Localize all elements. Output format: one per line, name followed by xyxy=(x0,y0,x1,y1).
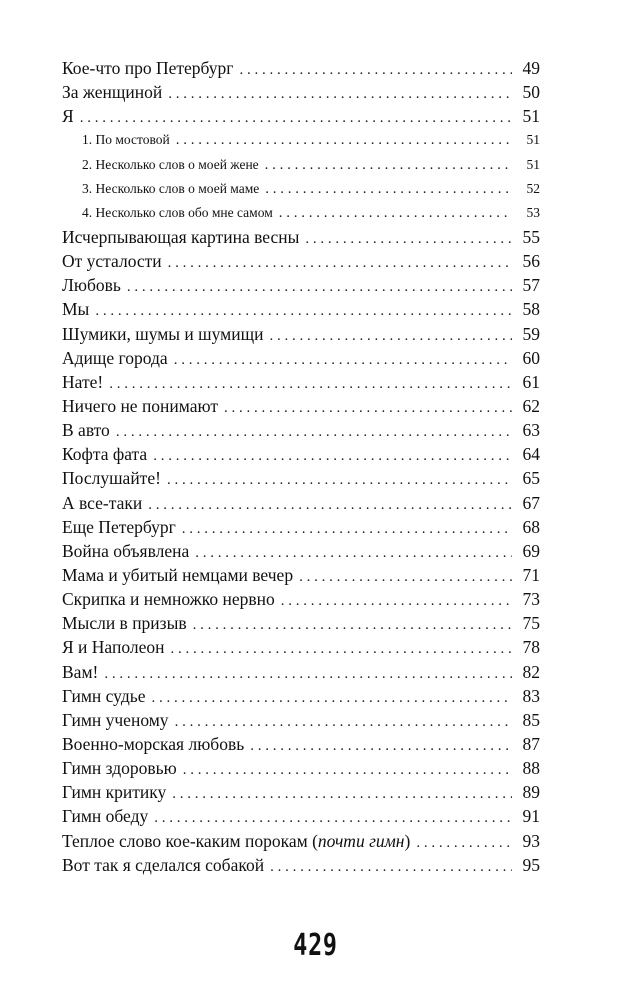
toc-entry-title-italic: почти гимн xyxy=(317,830,405,851)
dot-leader xyxy=(170,637,512,661)
toc-entry-page: 93 xyxy=(522,830,540,851)
toc-entry-title xyxy=(62,587,275,611)
dot-leader xyxy=(224,396,512,420)
toc-entry-page: 60 xyxy=(522,347,540,368)
toc-entry-title xyxy=(62,322,263,346)
toc-entry-page: 82 xyxy=(522,661,540,682)
toc-entry-title-text: Мы xyxy=(62,299,90,320)
toc-entry-page: 67 xyxy=(522,492,540,513)
dot-leader xyxy=(269,324,512,348)
toc-entry-page: 53 xyxy=(526,204,540,220)
toc-entry-page: 49 xyxy=(522,58,540,78)
toc-entry-title-text: От усталости xyxy=(62,251,162,272)
toc-entry-title-text: Война объявлена xyxy=(62,540,190,561)
toc-entry-title-text: За женщиной xyxy=(62,82,163,103)
toc-entry-page: 89 xyxy=(522,782,540,803)
dot-leader xyxy=(175,710,512,734)
toc-entry-title-text: Мысли в призыв xyxy=(62,613,187,634)
toc-entry xyxy=(62,563,540,587)
toc-entry xyxy=(62,80,540,104)
toc-entry-page: 71 xyxy=(522,564,540,585)
toc-entry-title-text: Шумики, шумы и шумищи xyxy=(62,323,264,344)
toc-entry xyxy=(62,853,540,877)
dot-leader xyxy=(416,831,512,855)
toc-entry-page: 58 xyxy=(522,299,540,320)
dot-leader xyxy=(95,299,512,323)
toc-entry-page: 75 xyxy=(522,613,540,634)
toc-entry-title-text: Гимн обеду xyxy=(62,806,149,827)
toc-entry-title-text: Вам! xyxy=(62,661,99,682)
table-of-contents xyxy=(62,56,540,877)
dot-leader xyxy=(104,662,512,686)
toc-entry-title xyxy=(62,346,168,370)
dot-leader xyxy=(239,58,512,82)
toc-entry-title-text: Гимн судье xyxy=(62,685,146,706)
dot-leader xyxy=(151,686,512,710)
toc-entry-page: 65 xyxy=(522,468,540,489)
toc-entry-title-text: Гимн здоровью xyxy=(62,758,177,779)
dot-leader xyxy=(172,782,512,806)
toc-entry xyxy=(62,804,540,828)
toc-entry-page: 51 xyxy=(522,106,540,127)
toc-entry-title-text: Я и Наполеон xyxy=(62,637,165,658)
toc-entry xyxy=(62,104,540,128)
toc-entry xyxy=(62,442,540,466)
toc-entry-title xyxy=(62,708,169,732)
toc-entry-title-text: Военно-морская любовь xyxy=(62,733,245,754)
toc-entry-page: 78 xyxy=(522,637,540,658)
toc-entry-title-text: Ничего не понимают xyxy=(62,395,219,416)
dot-leader xyxy=(270,855,512,879)
toc-entry-title-text: Адище города xyxy=(62,347,168,368)
toc-entry xyxy=(62,684,540,708)
toc-entry-title-text: В авто xyxy=(62,420,110,441)
toc-entry-page: 73 xyxy=(522,589,540,610)
toc-entry-title-text: 4. Несколько слов обо мне самом xyxy=(82,204,273,220)
toc-entry-page: 69 xyxy=(522,540,540,561)
toc-entry xyxy=(62,708,540,732)
toc-entry-title xyxy=(62,418,110,442)
dot-leader xyxy=(167,468,512,492)
toc-entry-title xyxy=(62,756,177,780)
toc-entry-title xyxy=(62,297,89,321)
toc-entry-title: Теплое слово кое-каким порокам (почти гимн) xyxy=(62,830,411,851)
toc-entry-page: 63 xyxy=(522,420,540,441)
toc-entry-title xyxy=(62,466,161,490)
toc-entry-title xyxy=(62,249,162,273)
toc-entry-page: 57 xyxy=(522,275,540,296)
toc-entry-title-text: Любовь xyxy=(62,275,121,296)
toc-entry-title xyxy=(82,128,170,152)
toc-entry-title-text: Исчерпывающая картина весны xyxy=(62,226,300,247)
toc-entry-page: 85 xyxy=(522,709,540,730)
toc-entry-title xyxy=(82,153,259,177)
toc-entry xyxy=(62,780,540,804)
toc-entry-title xyxy=(62,515,176,539)
toc-entry-page: 59 xyxy=(522,323,540,344)
dot-leader xyxy=(183,758,512,782)
toc-entry xyxy=(62,660,540,684)
toc-entry xyxy=(62,322,540,346)
toc-entry-title xyxy=(62,273,121,297)
dot-leader xyxy=(116,420,512,444)
toc-entry xyxy=(62,491,540,515)
toc-entry xyxy=(62,418,540,442)
toc-entry-title-text: Теплое слово кое-каким порокам xyxy=(62,830,308,851)
page-number: 429 xyxy=(293,928,338,963)
dot-leader xyxy=(109,372,512,396)
toc-entry xyxy=(62,539,540,563)
toc-entry-title xyxy=(62,442,147,466)
toc-entry-page: 50 xyxy=(522,82,540,103)
dot-leader xyxy=(154,806,512,830)
toc-entry xyxy=(62,370,540,394)
toc-entry xyxy=(62,394,540,418)
toc-entry-page: 64 xyxy=(522,444,540,465)
toc-entry-title xyxy=(62,804,148,828)
toc-entry-title xyxy=(62,563,293,587)
toc-entry-title-text: Послушайте! xyxy=(62,468,161,489)
dot-leader xyxy=(80,106,512,130)
toc-entry-title-text: А все-таки xyxy=(62,492,143,513)
toc-entry-title xyxy=(62,635,164,659)
toc-entry-page: 51 xyxy=(526,132,540,148)
toc-entry-title-text: Мама и убитый немцами вечер xyxy=(62,564,294,585)
toc-subentry xyxy=(62,153,540,177)
toc-entry-title xyxy=(62,780,166,804)
dot-leader xyxy=(168,82,512,106)
toc-entry-title xyxy=(62,80,162,104)
toc-entry-title xyxy=(62,370,103,394)
toc-entry xyxy=(62,515,540,539)
toc-entry xyxy=(62,225,540,249)
toc-entry-title-text: Нате! xyxy=(62,371,104,392)
toc-entry-title xyxy=(82,201,273,225)
dot-leader xyxy=(281,589,512,613)
toc-entry xyxy=(62,466,540,490)
dot-leader xyxy=(127,275,512,299)
toc-entry-page: 87 xyxy=(522,733,540,754)
dot-leader xyxy=(265,177,512,201)
toc-entry xyxy=(62,635,540,659)
toc-entry-title xyxy=(62,660,98,684)
toc-entry-page: 91 xyxy=(522,806,540,827)
toc-entry xyxy=(62,297,540,321)
toc-entry-title-text: 1. По мостовой xyxy=(82,132,170,148)
dot-leader xyxy=(148,493,512,517)
toc-entry-title xyxy=(62,394,218,418)
dot-leader xyxy=(193,613,512,637)
toc-subentry xyxy=(62,177,540,201)
toc-entry-title-text: Кофта фата xyxy=(62,444,148,465)
toc-entry-title-text: Я xyxy=(62,106,74,127)
toc-entry-page: 56 xyxy=(522,251,540,272)
toc-entry-title xyxy=(62,225,299,249)
toc-entry-page: 88 xyxy=(522,758,540,779)
toc-entry-page: 61 xyxy=(522,371,540,392)
toc-entry xyxy=(62,611,540,635)
toc-subentry xyxy=(62,128,540,152)
toc-entry-page: 83 xyxy=(522,685,540,706)
toc-entry-page: 52 xyxy=(526,180,540,196)
toc-entry-page: 68 xyxy=(522,516,540,537)
toc-entry xyxy=(62,273,540,297)
dot-leader xyxy=(265,153,512,177)
dot-leader xyxy=(299,565,512,589)
toc-entry-title-text: Гимн ученому xyxy=(62,709,169,730)
toc-entry-page: 55 xyxy=(522,226,540,247)
toc-entry-title-text: Кое-что про Петербург xyxy=(62,58,234,78)
toc-subentry xyxy=(62,201,540,225)
toc-entry xyxy=(62,756,540,780)
toc-entry-title xyxy=(62,611,187,635)
dot-leader xyxy=(195,541,512,565)
toc-entry-title xyxy=(82,177,259,201)
toc-entry-title-text: Гимн критику xyxy=(62,782,167,803)
toc-entry-title xyxy=(62,732,244,756)
toc-entry-title-text: 3. Несколько слов о моей маме xyxy=(82,180,260,196)
toc-entry-title xyxy=(62,539,189,563)
toc-entry xyxy=(62,249,540,273)
toc-entry xyxy=(62,587,540,611)
toc-entry-title-text: 2. Несколько слов о моей жене xyxy=(82,156,259,172)
dot-leader xyxy=(250,734,512,758)
toc-entry-page: 51 xyxy=(526,156,540,172)
toc-entry xyxy=(62,346,540,370)
dot-leader xyxy=(182,517,512,541)
toc-entry-title-text: Вот так я сделался собакой xyxy=(62,854,265,875)
dot-leader xyxy=(279,201,512,225)
toc-entry-title xyxy=(62,684,145,708)
toc-entry-title xyxy=(62,104,74,128)
dot-leader xyxy=(305,227,512,251)
dot-leader xyxy=(176,128,512,152)
dot-leader xyxy=(174,348,512,372)
toc-entry-title-text: Еще Петербург xyxy=(62,516,176,537)
toc-entry xyxy=(62,732,540,756)
toc-entry-title xyxy=(62,56,233,80)
toc-entry-title xyxy=(62,491,142,515)
toc-entry xyxy=(62,829,540,853)
toc-entry-page: 62 xyxy=(522,395,540,416)
dot-leader xyxy=(153,444,512,468)
dot-leader xyxy=(168,251,512,275)
toc-entry-title-text: Скрипка и немножко нервно xyxy=(62,589,275,610)
toc-entry-page: 95 xyxy=(522,854,540,875)
toc-entry-title xyxy=(62,853,264,877)
toc-entry xyxy=(62,56,540,80)
